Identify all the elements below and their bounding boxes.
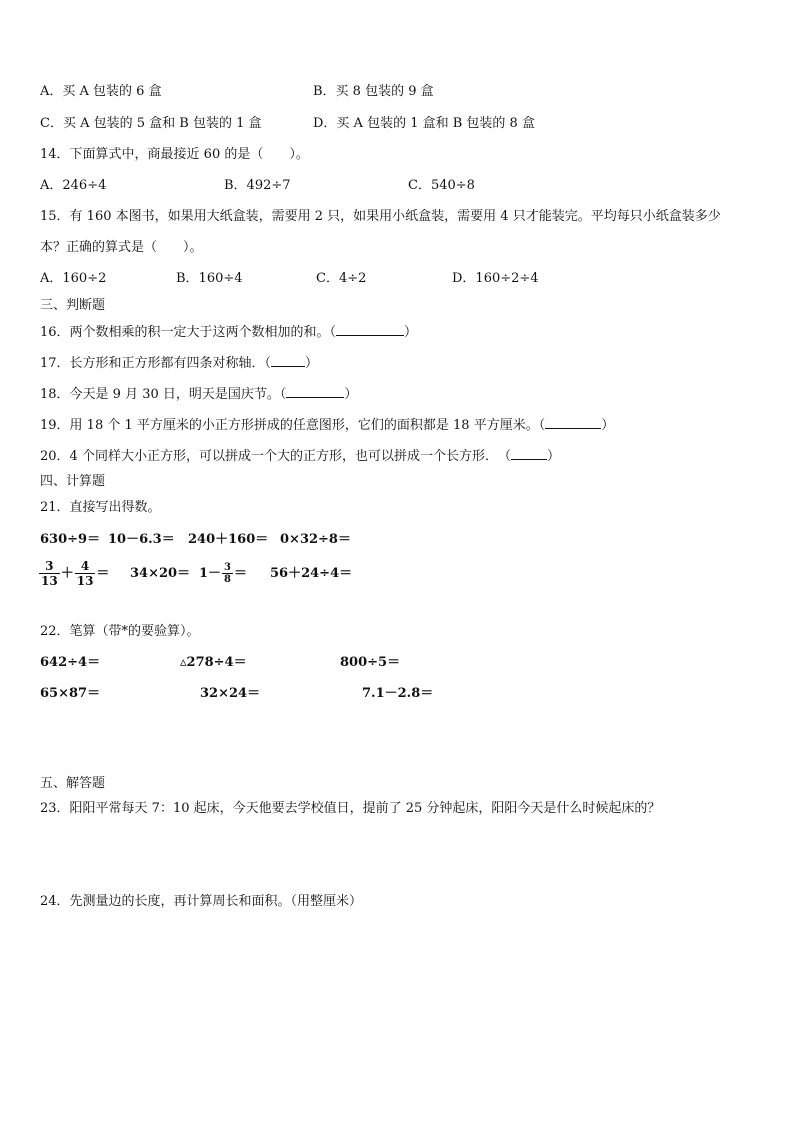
answer-blank-19[interactable] (545, 417, 601, 429)
question-16-close: ） (404, 325, 418, 340)
question-17-text: 17．长方形和正方形都有四条对称轴．（ (40, 356, 272, 371)
question-20-close: ） (546, 449, 560, 464)
expr-21-8: 56＋24÷4＝ (270, 566, 353, 581)
fraction-3-8: $\frac{3}{8}$ (224, 562, 232, 585)
answer-blank-17[interactable] (271, 355, 305, 367)
expr-22-1: 642÷4＝ (40, 655, 101, 670)
option-14a: A．246÷4 (40, 178, 107, 193)
question-17-close: ） (305, 356, 319, 371)
option-13b: B．买 8 包装的 9 盒 (313, 84, 434, 99)
question-18-close: ） (344, 387, 358, 402)
question-17 (40, 355, 318, 372)
question-18-text: 18．今天是 9 月 30 日，明天是国庆节。（ (40, 387, 287, 402)
question-20 (40, 448, 560, 465)
expr-21-1: 630÷9＝ (40, 532, 101, 547)
expr-21-4: 0×32÷8＝ (280, 532, 351, 547)
expr-22-5: 32×24＝ (200, 686, 261, 701)
fraction-4-13: $\frac{4}{13}$ (76, 559, 94, 588)
option-15b: B．160÷4 (176, 271, 243, 286)
section-heading-calculation: 四、计算题 (40, 474, 106, 489)
option-14b: B．492÷7 (224, 178, 291, 193)
question-16 (40, 324, 417, 341)
expr-22-3: 800÷5＝ (340, 655, 401, 670)
expr-21-5: $\frac{3}{13}$ ＋ $\frac{4}{13}$ ＝ (41, 559, 110, 588)
section-heading-judgement: 三、判断题 (40, 298, 106, 313)
option-15d: D．160÷2÷4 (452, 271, 539, 286)
option-15c: C．4÷2 (316, 271, 367, 286)
question-22: 22．笔算（带*的要验算）。 (40, 624, 200, 639)
question-15-line1: 15．有 160 本图书，如果用大纸盒装，需要用 2 只，如果用小纸盒装，需要用 4 只才能装完。平均每只小纸盒装多少 (40, 209, 721, 224)
option-15a: A．160÷2 (40, 271, 107, 286)
question-21: 21．直接写出得数。 (40, 500, 161, 515)
option-14c: C．540÷8 (408, 178, 475, 193)
option-13c: C．买 A 包装的 5 盒和 B 包装的 1 盒 (40, 116, 262, 131)
expr-21-2: 10－6.3＝ (108, 532, 175, 547)
expr-21-6: 34×20＝ (130, 566, 191, 581)
expr-22-6: 7.1－2.8＝ (362, 686, 434, 701)
question-18 (40, 386, 357, 403)
question-19 (40, 417, 614, 434)
question-19-close: ） (601, 418, 615, 433)
option-13d: D．买 A 包装的 1 盒和 B 包装的 8 盒 (313, 116, 535, 131)
expr-22-2: ▵278÷4＝ (180, 655, 247, 670)
answer-blank-18[interactable] (286, 386, 344, 398)
expr-21-7: 1－ $\frac{3}{8}$ ＝ (199, 562, 248, 585)
expr-22-4: 65×87＝ (40, 686, 101, 701)
question-24: 24．先测量边的长度，再计算周长和面积。（用整厘米） (40, 894, 363, 909)
question-20-text: 20．4 个同样大小正方形，可以拼成一个大的正方形，也可以拼成一个长方形． （ (40, 449, 511, 464)
question-15-line2: 本？正确的算式是（ ）。 (40, 240, 203, 255)
question-23: 23．阳阳平常每天 7：10 起床，今天他要去学校值日，提前了 25 分钟起床，阳阳今天是什么时候起床的？ (40, 801, 661, 816)
option-13a: A．买 A 包装的 6 盒 (40, 84, 162, 99)
expr-21-3: 240＋160＝ (188, 532, 269, 547)
question-19-text: 19．用 18 个 1 平方厘米的小正方形拼成的任意图形，它们的面积都是 18 平方厘米。（ (40, 418, 546, 433)
fraction-3-13: $\frac{3}{13}$ (41, 559, 58, 588)
question-16-text: 16．两个数相乘的积一定大于这两个数相加的和。（ (40, 325, 337, 340)
section-heading-word-problems: 五、解答题 (40, 776, 106, 791)
question-14: 14．下面算式中，商最接近 60 的是（ ）。 (40, 147, 309, 162)
answer-blank-20[interactable] (511, 448, 547, 460)
answer-blank-16[interactable] (336, 324, 404, 336)
